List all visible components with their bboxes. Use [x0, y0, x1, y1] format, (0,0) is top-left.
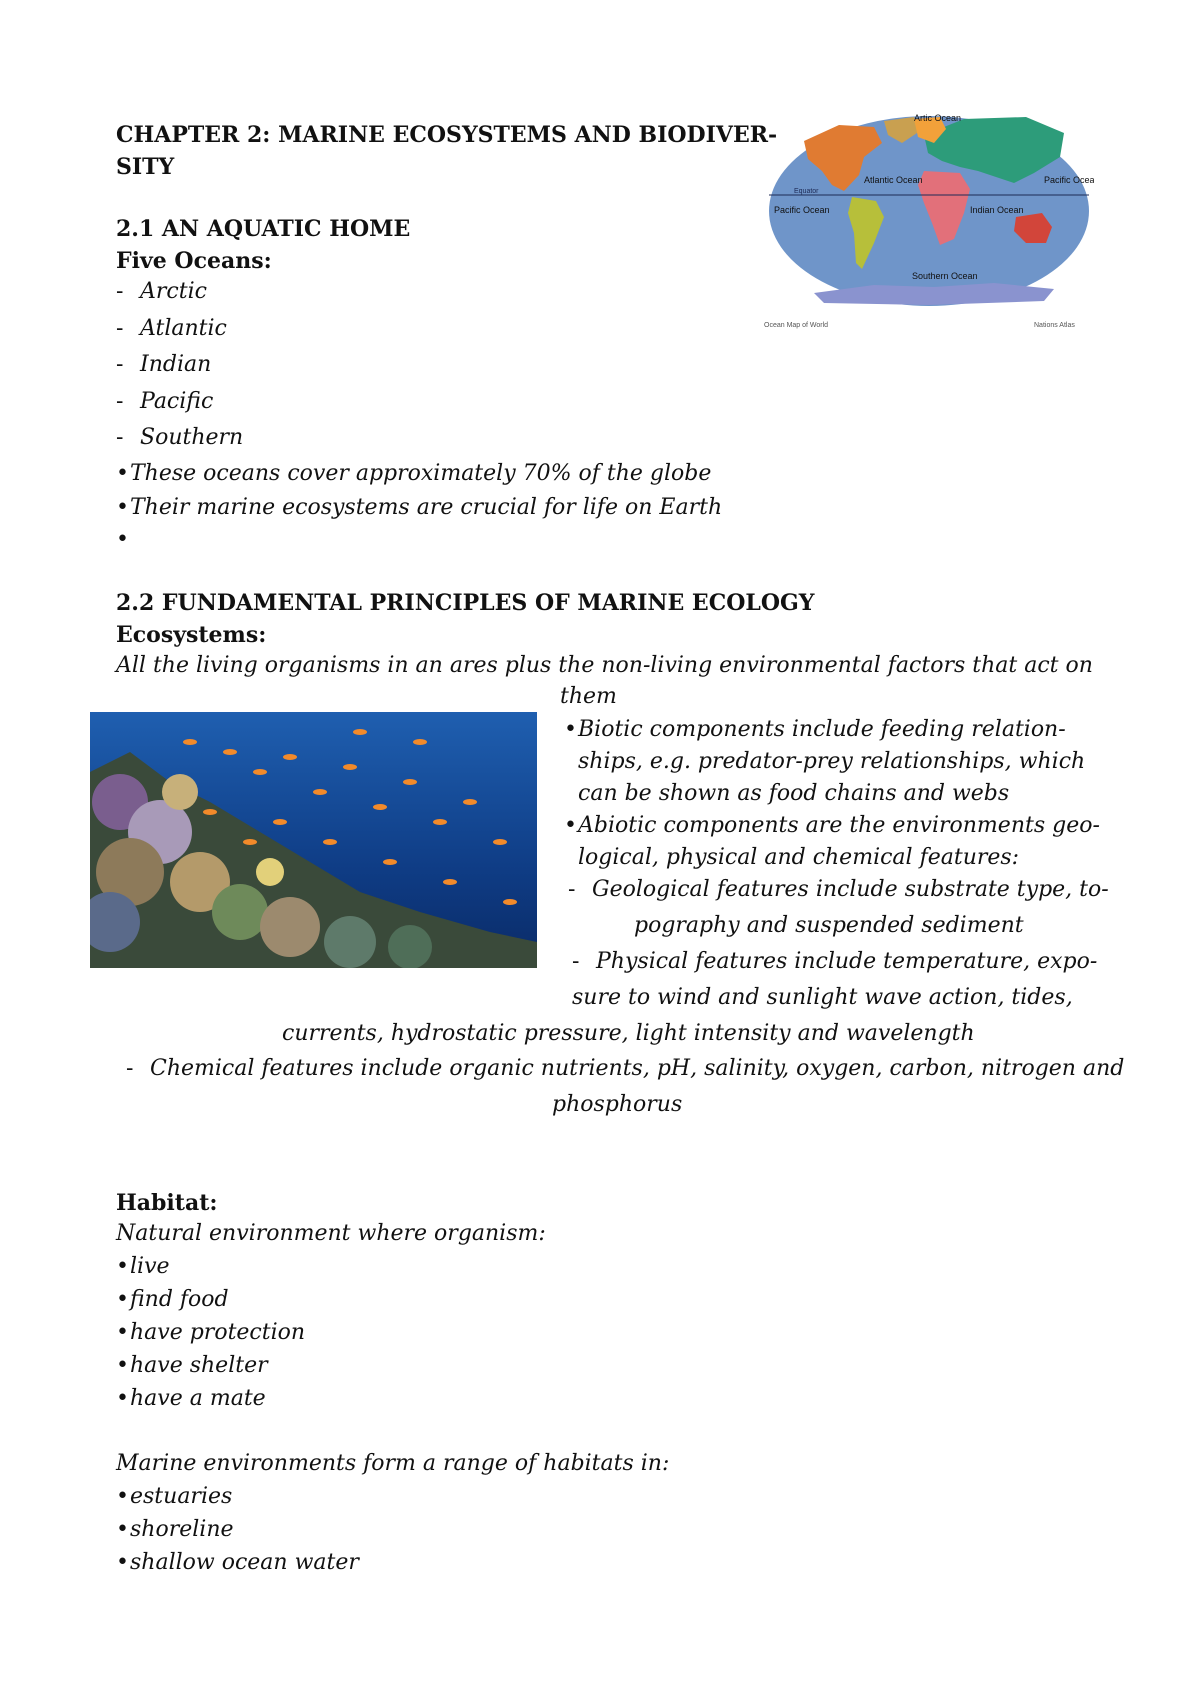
ocean-list-item: - Southern [116, 425, 244, 450]
empty-bullet-item: • [116, 527, 129, 552]
ocean-world-map [764, 113, 1094, 331]
geological-features-item: - Geological features include substrate type, to- [568, 877, 1109, 902]
habitat-list-item: •have protection [116, 1320, 306, 1345]
geological-features-continued: pography and suspended sediment [634, 913, 1024, 938]
habitat-list-item: •find food [116, 1287, 229, 1312]
bullet-item: •These oceans cover approximately 70% of the globe [116, 461, 712, 486]
physical-features-continued: sure to wind and sunlight wave action, tides, [572, 985, 1073, 1010]
coral-reef-image [90, 712, 537, 968]
ocean-list-item: - Indian [116, 352, 212, 377]
habitat-list-item: •live [116, 1254, 170, 1279]
biotic-bullet-continued: ships, e.g. predator-prey relationships, which [578, 749, 1086, 774]
habitat-subheading: Habitat: [116, 1190, 218, 1216]
chemical-features-continued: phosphorus [552, 1092, 683, 1117]
label-atlantic-ocean: Atlantic Ocean [864, 175, 923, 185]
habitat-range-item: •shallow ocean water [116, 1550, 359, 1575]
label-southern-ocean: Southern Ocean [912, 271, 978, 281]
biotic-bullet: •Biotic components include feeding relation- [564, 717, 1066, 742]
label-indian-ocean: Indian Ocean [970, 205, 1024, 215]
ecosystems-subheading: Ecosystems: [116, 622, 267, 648]
physical-features-item: - Physical features include temperature, expo- [572, 949, 1098, 974]
label-equator: Equator [794, 188, 819, 195]
map-caption-right: Nations Atlas [1034, 322, 1075, 329]
habitat-range-intro: Marine environments form a range of habitats in: [116, 1451, 670, 1476]
biotic-bullet-continued: can be shown as food chains and webs [578, 781, 1010, 806]
ecosystem-definition: All the living organisms in an ares plus the non-living environmental factors that act on [116, 653, 1093, 678]
abiotic-bullet-continued: logical, physical and chemical features: [578, 845, 1020, 870]
chapter-title-continued: SITY [116, 154, 175, 180]
chapter-title: CHAPTER 2: MARINE ECOSYSTEMS AND BIODIVER- [116, 122, 778, 148]
world-map-image [764, 113, 1094, 331]
bullet-item: •Their marine ecosystems are crucial for life on Earth [116, 495, 723, 520]
ocean-list-item: - Pacific [116, 389, 214, 414]
abiotic-bullet: •Abiotic components are the environments geo- [564, 813, 1100, 838]
label-arctic-ocean: Artic Ocean [914, 113, 962, 123]
chemical-features-item: - Chemical features include organic nutrients, pH, salinity, oxygen, carbon, nitrogen and [126, 1056, 1125, 1081]
habitat-list-item: •have a mate [116, 1386, 266, 1411]
ocean-list-item: - Atlantic [116, 316, 227, 341]
habitat-range-item: •shoreline [116, 1517, 234, 1542]
habitat-range-item: •estuaries [116, 1484, 233, 1509]
habitat-intro: Natural environment where organism: [116, 1221, 546, 1246]
habitat-list-item: •have shelter [116, 1353, 268, 1378]
label-pacific-ocean-left: Pacific Ocean [774, 205, 830, 215]
label-pacific-ocean-right: Pacific Ocean [1044, 175, 1094, 185]
map-caption-left: Ocean Map of World [764, 322, 829, 329]
coral-reef-photo [90, 712, 537, 968]
physical-features-continued: currents, hydrostatic pressure, light intensity and wavelength [282, 1021, 975, 1046]
section-heading-aquatic-home: 2.1 AN AQUATIC HOME [116, 216, 411, 242]
section-heading-marine-ecology: 2.2 FUNDAMENTAL PRINCIPLES OF MARINE ECOLOGY [116, 590, 815, 616]
five-oceans-subheading: Five Oceans: [116, 248, 272, 274]
ecosystem-definition-continued: them [560, 684, 617, 709]
ocean-list-item: - Arctic [116, 279, 207, 304]
